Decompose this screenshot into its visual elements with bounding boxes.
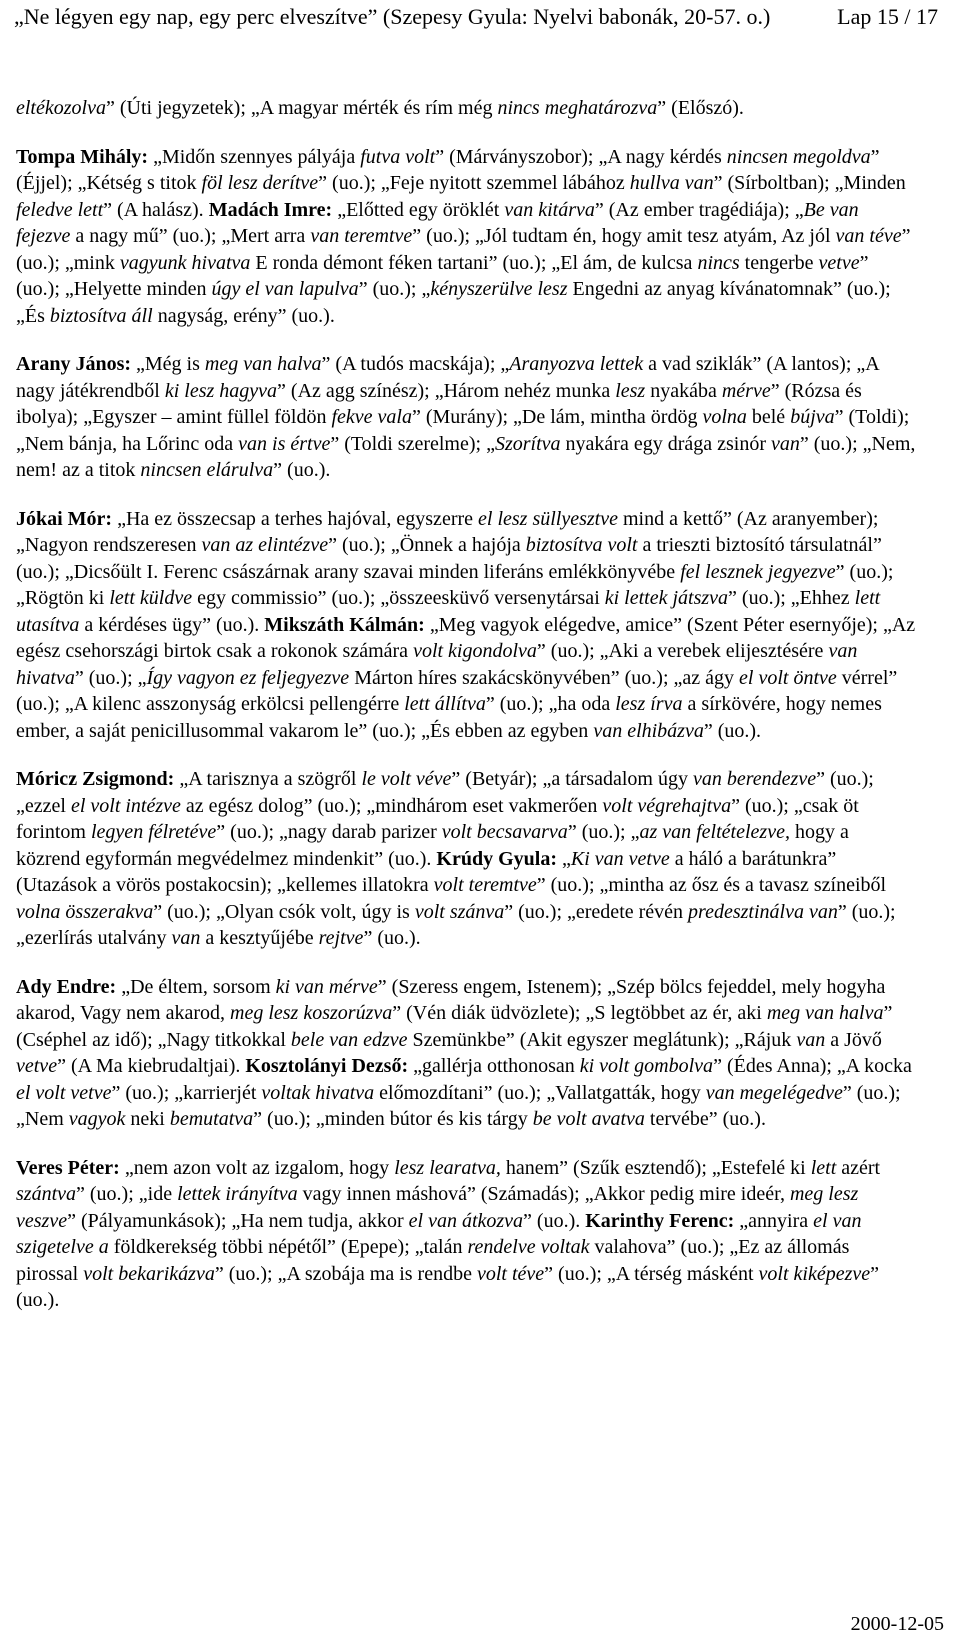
text-run: a háló a barátunkra” (Utazások a vörös postakocsin); „kellemes illatokra <box>16 847 837 896</box>
text-run: E ronda démont féken tartani” (uo.); „El ám, de kulcsa <box>250 251 698 274</box>
text-run: „Midőn szennyes pályája <box>148 145 361 168</box>
text-run: belé <box>746 406 791 428</box>
text-run: a sírkövére, hogy nemes ember, a saját penicillusommal vakarom le” (uo.); „És ebben az egyben <box>16 693 882 742</box>
text-run: hanem” (Szűk esztendő); „Estefelé ki <box>500 1156 811 1179</box>
author-name: Jókai Mór: <box>16 507 113 530</box>
text-run: ” (uo.); „mink <box>16 225 911 274</box>
text-run: ” (uo.); „mintha az ősz és a tavasz színeiből <box>536 874 887 896</box>
italic-phrase: lettek irányítva <box>177 1183 298 1205</box>
text-run: nagyság, erény” (uo.). <box>152 304 335 327</box>
text-run: ” (uo.); „ <box>74 666 147 689</box>
italic-phrase: voltak hivatva <box>261 1081 375 1104</box>
text-run: valahova” (uo.); „Ez az állomás pirossal <box>16 1236 850 1285</box>
text-run: ” (A tudós macskája); „ <box>321 353 510 375</box>
italic-phrase: fekve vala <box>331 406 412 428</box>
italic-phrase: az van feltételezve, <box>639 821 790 843</box>
author-name: Arany János: <box>16 353 132 375</box>
italic-phrase: predesztinálva van <box>688 900 838 923</box>
italic-phrase: van <box>171 927 201 949</box>
italic-phrase: el lesz süllyesztve <box>478 507 618 530</box>
text-run: ” (uo.); „A térség másként <box>544 1262 759 1285</box>
text-run: ” (uo.); „minden bútor és kis tárgy <box>253 1108 533 1130</box>
italic-phrase: rejtve <box>318 927 364 949</box>
author-name: Karinthy Ferenc: <box>585 1209 735 1232</box>
text-run: földkerekség többi népétől” (Epepe); „talán <box>108 1236 468 1258</box>
italic-phrase: lett <box>810 1156 837 1179</box>
italic-phrase: el volt vetve <box>16 1081 112 1104</box>
italic-phrase: Aranyozva lettek <box>509 353 644 375</box>
text-run: Szemünkbe” (Akit egyszer meglátunk); „Rájuk <box>407 1028 797 1051</box>
italic-phrase: van <box>771 432 800 455</box>
text-run: ” (uo.). <box>523 1209 586 1232</box>
italic-phrase: bele van edzve <box>290 1028 408 1051</box>
text-run: ” (uo.); „ide <box>76 1183 178 1205</box>
text-run: ” (uo.); „ <box>567 821 640 843</box>
italic-phrase: ki lettek játszva <box>604 587 729 609</box>
italic-phrase: el volt öntve <box>739 666 837 689</box>
italic-phrase: meg lesz koszorúzva <box>230 1002 393 1024</box>
text-run: „Még is <box>131 353 205 375</box>
text-run: a kesztyűjébe <box>200 927 319 949</box>
italic-phrase: van téve <box>835 225 902 247</box>
text-run: ” (uo.); „Rögtön ki <box>16 560 894 609</box>
italic-phrase: volt kiképezve <box>758 1262 871 1285</box>
text-run: ” (Rózsa és ibolya); „Egyszer – amint füllel földön <box>16 379 862 428</box>
text-run: az egész dolog” (uo.); „mindhárom eset vakmerően <box>180 794 603 817</box>
text-run: tengerbe <box>739 251 819 274</box>
italic-phrase: volt téve <box>476 1262 545 1285</box>
italic-phrase: Így vagyon ez feljegyezve <box>146 666 350 689</box>
author-name: Madách Imre: <box>208 198 333 221</box>
author-name: Veres Péter: <box>16 1156 120 1179</box>
text-run: „gallérja otthonosan <box>408 1055 580 1077</box>
paragraph-jokai-mikszath <box>16 506 916 745</box>
text-run: tervébe” (uo.). <box>644 1108 766 1130</box>
text-run: ” (uo.); „Nem, nem! az a titok <box>16 432 916 481</box>
paragraph-moricz-krudy <box>16 766 916 952</box>
document-title: „Ne légyen egy nap, egy perc elveszítve” (Szepesy Gyula: Nyelvi babonák, 20-57. o.) <box>14 4 771 29</box>
text-run: ” (uo.); „A szobája ma is rendbe <box>214 1262 477 1285</box>
document-body <box>16 95 916 1314</box>
text-run: ” (uo.); „ha oda <box>485 693 616 715</box>
paragraph-tompa-madach <box>16 144 916 330</box>
paragraph-veres-karinthy <box>16 1155 916 1314</box>
text-run: „annyira <box>734 1209 814 1232</box>
author-name: Mikszáth Kálmán: <box>264 613 425 636</box>
paragraph-ady-kosztolanyi <box>16 974 916 1133</box>
text-run: ” (uo.); „ezerlírás utalvány <box>16 900 896 949</box>
text-run: Márton híres szakácskönyvében” (uo.); „az ágy <box>349 666 740 689</box>
italic-phrase: eltékozolva <box>16 97 106 119</box>
text-run: ” (Sírboltban); „Minden <box>713 172 906 194</box>
italic-phrase: volna <box>702 406 747 428</box>
italic-phrase: Szorítva <box>494 432 561 455</box>
text-run: ” (uo.); „Feje nyitott szemmel lábához <box>318 172 630 194</box>
text-run: ” (uo.); „Olyan csók volt, úgy is <box>153 900 415 923</box>
text-run: ” (Úti jegyzetek); „A magyar mérték és rím még <box>105 97 498 119</box>
text-run: előmozdítani” (uo.); „Vallatgatták, hogy <box>374 1081 706 1104</box>
text-run: vagy innen máshová” (Számadás); „Akkor pedig mire ideér, <box>297 1183 790 1205</box>
author-name: Móricz Zsigmond: <box>16 768 175 790</box>
text-run: ” (uo.). <box>273 459 331 481</box>
text-run: ” (uo.); „Aki a verebek elijesztésére <box>536 640 829 662</box>
text-run: ” (Toldi szerelme); „ <box>330 432 495 455</box>
italic-phrase: el van átkozva <box>408 1209 524 1232</box>
text-run: a trieszti biztosító társulatnál” (uo.); „Dicsőült I. Ferenc császárnak arany szavai minden liferáns emlékkönyvébe <box>16 534 882 583</box>
text-run: a Jövő <box>825 1028 882 1051</box>
italic-phrase: vetve <box>818 251 860 274</box>
text-run: ” (uo.); „Helyette minden <box>16 251 869 300</box>
italic-phrase: volna összerakva <box>16 900 154 923</box>
text-run: „Ha ez összecsap a terhes hajóval, egyszerre <box>112 507 479 530</box>
italic-phrase: nincsen megoldva <box>726 145 871 168</box>
italic-phrase: lesz <box>615 379 646 402</box>
italic-phrase: nincsen elárulva <box>140 459 274 481</box>
text-run: ” (Pályamunkások); „Ha nem tudja, akkor <box>67 1209 409 1232</box>
italic-phrase: meg lesz veszve <box>16 1183 859 1232</box>
italic-phrase: lett állítva <box>404 693 486 715</box>
italic-phrase: hullva van <box>629 172 714 194</box>
text-run: ” (Előszó). <box>657 97 744 119</box>
paragraph-arany <box>16 351 916 484</box>
italic-phrase: volt teremtve <box>433 874 537 896</box>
author-name: Kosztolányi Dezső: <box>245 1055 409 1077</box>
text-run: hogy a közrend egyformán megvédelmez mindenkit” (uo.). <box>16 821 849 870</box>
italic-phrase: van teremtve <box>310 225 413 247</box>
italic-phrase: mérve <box>721 379 771 402</box>
text-run: egy commissio” (uo.); „összeesküvő versenytársai <box>192 587 605 609</box>
italic-phrase: van kitárva <box>504 198 595 221</box>
text-run: ” (Vén diák üdvözlete); „S legtöbbet az ér, aki <box>392 1002 767 1024</box>
italic-phrase: ki lesz hagyva <box>164 379 278 402</box>
text-run: a nagy mű” (uo.); „Mert arra <box>70 225 311 247</box>
text-run: ” (uo.). <box>703 719 762 742</box>
text-run: nyakára egy drága zsinór <box>560 432 771 455</box>
italic-phrase: be volt avatva <box>532 1108 645 1130</box>
text-run: ” (A Ma kiebrudaltjai). <box>57 1055 246 1077</box>
text-run: ” (Szeress engem, Istenem); „Szép bölcs fejeddel, mely hogyha akarod, Vagy nem akarod, <box>16 975 886 1024</box>
italic-phrase: el van szigetelve a <box>16 1209 862 1258</box>
text-run: ” (Toldi); „Nem bánja, ha Lőrinc oda <box>16 406 910 455</box>
italic-phrase: lett küldve <box>109 587 193 609</box>
text-run: „A tarisznya a szögről <box>174 768 362 790</box>
text-run: ” (uo.); „csak öt forintom <box>16 794 859 843</box>
italic-phrase: biztosítva volt <box>525 534 638 556</box>
author-name: Ady Endre: <box>16 975 117 998</box>
text-run: „nem azon volt az izgalom, hogy <box>119 1156 395 1179</box>
text-run: mind a kettő” (Az aranyember); „Nagyon rendszeresen <box>16 507 879 556</box>
text-run: ” (Cséphel az idő); „Nagy titkokkal <box>16 1002 893 1051</box>
text-run: „De éltem, sorsom <box>116 975 276 998</box>
italic-phrase: van berendezve <box>692 768 817 790</box>
italic-phrase: feledve lett <box>16 198 104 221</box>
text-run: azért <box>836 1156 881 1179</box>
italic-phrase: rendelve voltak <box>467 1236 590 1258</box>
italic-phrase: vagyunk hivatva <box>119 251 251 274</box>
italic-phrase: kényszerülve lesz <box>430 278 568 300</box>
italic-phrase: ki volt gombolva <box>579 1055 714 1077</box>
author-name: Tompa Mihály: <box>16 145 149 168</box>
italic-phrase: van megelégedve <box>705 1081 843 1104</box>
italic-phrase: lesz írva <box>615 693 683 715</box>
text-run: ” (uo.); „eredete révén <box>504 900 689 923</box>
text-run: ” (uo.); „ <box>358 278 431 300</box>
italic-phrase: lesz learatva, <box>394 1156 501 1179</box>
text-run: ” (A halász). <box>103 198 209 221</box>
text-run: ” (uo.); „ezzel <box>16 768 874 817</box>
italic-phrase: föl lesz derítve <box>201 172 319 194</box>
italic-phrase: lett utasítva <box>16 587 881 636</box>
page-header <box>14 2 938 32</box>
text-run: ” (Az agg színész); „Három nehéz munka <box>277 379 616 402</box>
italic-phrase: van is értve <box>238 432 331 455</box>
italic-phrase: nincs <box>697 251 740 274</box>
italic-phrase: volt bekarikázva <box>83 1262 215 1285</box>
italic-phrase: meg van halva <box>204 353 322 375</box>
italic-phrase: le volt véve <box>361 768 452 790</box>
italic-phrase: szántva <box>16 1183 76 1205</box>
italic-phrase: el volt intézve <box>70 794 181 817</box>
author-name: Krúdy Gyula: <box>436 847 557 870</box>
paragraph-intro <box>16 95 916 122</box>
italic-phrase: Be van fejezve <box>16 198 859 247</box>
text-run: ” (Éjjel); „Kétség s titok <box>16 145 880 194</box>
text-run: ” (uo.). <box>16 1262 880 1311</box>
text-run: „Előtted egy öröklét <box>332 198 505 221</box>
text-run: a kérdéses ügy” (uo.). <box>79 613 265 636</box>
italic-phrase: van hivatva <box>16 640 858 689</box>
text-run: ” (uo.); „nagy darab parizer <box>216 821 442 843</box>
italic-phrase: volt végrehajtva <box>602 794 732 817</box>
italic-phrase: biztosítva áll <box>49 304 153 327</box>
italic-phrase: van az elintézve <box>201 534 329 556</box>
italic-phrase: volt szánva <box>414 900 505 923</box>
text-run: ” (Betyár); „a társadalom úgy <box>451 768 693 790</box>
italic-phrase: legyen félretéve <box>91 821 217 843</box>
text-run: ” (uo.); „Nem <box>16 1081 901 1130</box>
text-run: vérrel” (uo.); „A kilenc asszonyság erkölcsi pellengérre <box>16 666 898 715</box>
italic-phrase: meg van halva <box>766 1002 884 1024</box>
italic-phrase: úgy el van lapulva <box>211 278 359 300</box>
text-run: neki <box>125 1108 170 1130</box>
text-run: „ <box>556 847 571 870</box>
text-run: ” (Az ember tragédiája); „ <box>594 198 804 221</box>
text-run: „Meg vagyok elégedve, amice” (Szent Péter esernyője); „Az egész csehországi birtok csak a rokonok számára <box>16 613 916 662</box>
text-run: ” (uo.). <box>363 927 421 949</box>
italic-phrase: volt kigondolva <box>413 640 537 662</box>
italic-phrase: van <box>796 1028 826 1051</box>
text-run: ” (uo.); „karrierjét <box>111 1081 262 1104</box>
text-run: nyakába <box>645 379 722 402</box>
text-run: ” (Édes Anna); „A kocka <box>713 1055 912 1077</box>
text-run: ” (uo.); „Jól tudtam én, hogy amit tesz atyám, Az jól <box>412 225 836 247</box>
italic-phrase: vetve <box>16 1055 58 1077</box>
text-run: ” (uo.); „Önnek a hajója <box>328 534 526 556</box>
italic-phrase: vagyok <box>68 1108 126 1130</box>
footer-date: 2000-12-05 <box>850 1613 944 1635</box>
italic-phrase: volt becsavarva <box>441 821 568 843</box>
italic-phrase: van elhibázva <box>593 719 704 742</box>
text-run: ” (uo.); „Ehhez <box>728 587 855 609</box>
text-run: Engedni az anyag kívánatomnak” (uo.); „És <box>16 278 891 327</box>
page-number: Lap 15 / 17 <box>837 4 938 29</box>
italic-phrase: nincs meghatározva <box>497 97 658 119</box>
italic-phrase: fel lesznek jegyezve <box>680 560 836 583</box>
italic-phrase: bemutatva <box>169 1108 254 1130</box>
text-run: ” (Murány); „De lám, mintha ördög <box>411 406 703 428</box>
italic-phrase: Ki van vetve <box>570 847 670 870</box>
italic-phrase: ki van mérve <box>275 975 378 998</box>
italic-phrase: bújva <box>790 406 835 428</box>
italic-phrase: futva volt <box>360 145 436 168</box>
text-run: ” (Márványszobor); „A nagy kérdés <box>435 145 727 168</box>
text-run: a vad sziklák” (A lantos); „A nagy játékrendből <box>16 353 879 402</box>
